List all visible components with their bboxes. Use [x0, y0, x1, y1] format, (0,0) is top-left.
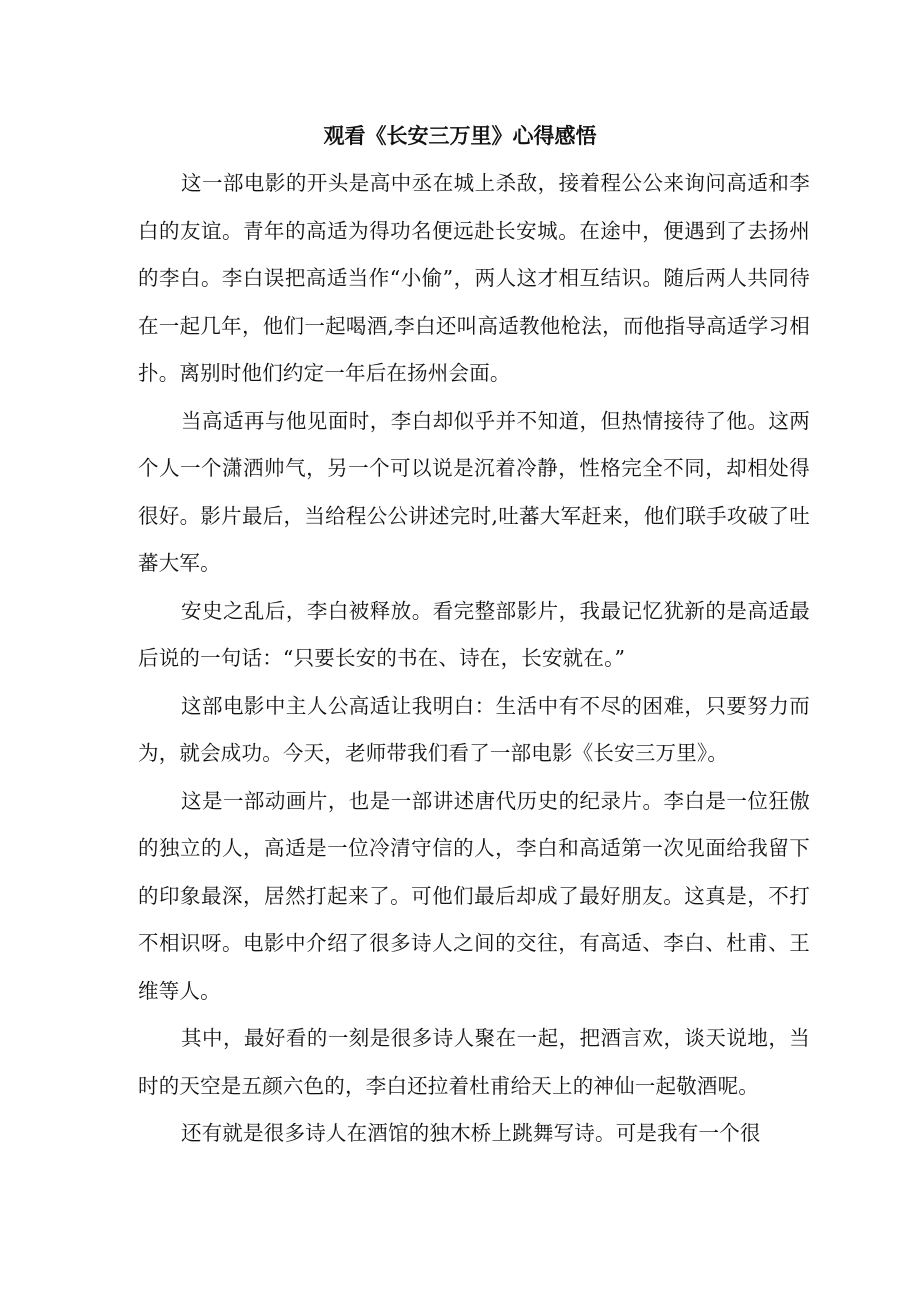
document-body	[138, 160, 810, 1158]
paragraph-3: 安史之乱后，李白被释放。看完整部影片，我最记忆犹新的是高适最后说的一句话：“只要长安的书在、诗在，长安就在。”	[138, 598, 810, 670]
paragraph-5: 这是一部动画片，也是一部讲述唐代历史的纪录片。李白是一位狂傲的独立的人，高适是一位冷清守信的人，李白和高适第一次见面给我留下的印象最深，居然打起来了。可他们最后却成了最好朋友。这真是，不打不相识呀。电影中介绍了很多诗人之间的交往，有高适、李白、杜甫、王维等人。	[138, 788, 810, 1003]
paragraph-4: 这部电影中主人公高适让我明白：生活中有不尽的困难，只要努力而为，就会成功。今天，老师带我们看了一部电影《长安三万里》。	[138, 693, 810, 765]
paragraph-7: 还有就是很多诗人在酒馆的独木桥上跳舞写诗。可是我有一个很	[181, 1121, 761, 1145]
paragraph-1: 这一部电影的开头是高中丞在城上杀敌，接着程公公来询问高适和李白的友谊。青年的高适为得功名便远赴长安城。在途中，便遇到了去扬州的李白。李白误把高适当作“小偷”，两人这才相互结识。随后两人共同待在一起几年，他们一起喝酒,李白还叫高适教他枪法，而他指导高适学习相扑。离别时他们约定一年后在扬州会面。	[138, 171, 810, 385]
paragraph-2: 当高适再与他见面时，李白却似乎并不知道，但热情接待了他。这两个人一个潇洒帅气，另一个可以说是沉着冷静，性格完全不同，却相处得很好。影片最后，当给程公公讲述完时,吐蕃大军赶来，他们联手攻破了吐蕃大军。	[138, 408, 810, 575]
paragraph-6: 其中，最好看的一刻是很多诗人聚在一起，把酒言欢，谈天说地，当时的天空是五颜六色的，李白还拉着杜甫给天上的神仙一起敬酒呢。	[138, 1026, 810, 1098]
document-title: 观看《长安三万里》心得感悟	[323, 124, 597, 148]
